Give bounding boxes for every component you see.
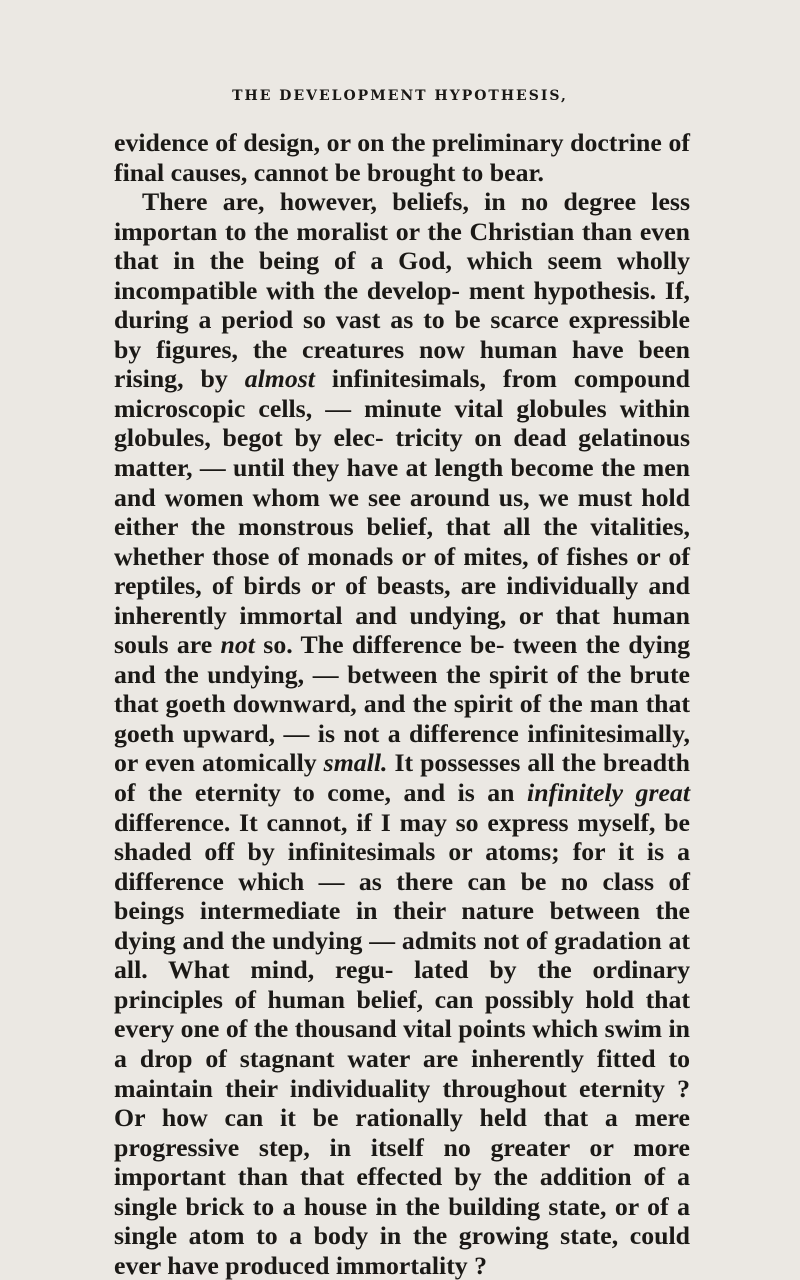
text-segment: infinitesimals, from compound microscopic cells, — minute vital globules within globules, begot by elec- tricity on dead gelatinous matter, — until they have at length become the men and women whom we see around us, we must hold either the monstrous belief, that all the vitalities, whether those of monads or of mites, of fishes or of reptiles, of birds or of beasts, are individually and inherently immortal and undying, or that human souls are <box>114 364 690 660</box>
paragraph <box>114 187 690 1280</box>
running-head: THE DEVELOPMENT HYPOTHESIS, <box>232 88 568 104</box>
text-segment: It possesses all the breadth of the eternity to come, and is an <box>114 748 690 808</box>
text-segment: There are, however, beliefs, in no degree less importan to the moralist or the Christian than even that in the being of a God, which seem wholly incompatible with the develop- ment hypothesis. If, during a period so vast as to be scarce expressible by figures, the creatures now human have been rising, by <box>114 187 690 394</box>
italic-emphasis: small. <box>323 748 388 778</box>
body-text <box>114 128 690 1280</box>
text-segment: evidence of design, or on the preliminary doctrine of final causes, cannot be brought to bear. <box>114 128 690 187</box>
italic-emphasis: almost <box>244 364 315 394</box>
text-segment: so. The difference be- tween the dying and the undying, — between the spirit of the brute that goeth downward, and the spirit of the man that goeth upward, — is not a difference infinitesimally, or even atomically <box>114 630 690 778</box>
italic-emphasis: not <box>220 630 255 660</box>
italic-emphasis: infinitely great <box>527 778 690 808</box>
text-segment: difference. It cannot, if I may so express myself, be shaded off by infinitesimals or atoms; for it is a difference which — as there can be no class of beings intermediate in their nature between the dying and the undying — admits not of gradation at all. What mind, regu- lated by the ordinary principles of human belief, can possibly hold that every one of the thousand vital points which swim in a drop of stagnant water are inherently fitted to maintain their individuality throughout eternity ? Or how can it be rationally held that a mere progressive step, in itself no greater or more important than that effected by the addition of a single brick to a house in the building state, or of a single atom to a body in the growing state, could ever have produced immortality ? <box>114 807 690 1280</box>
paragraph <box>114 128 690 187</box>
